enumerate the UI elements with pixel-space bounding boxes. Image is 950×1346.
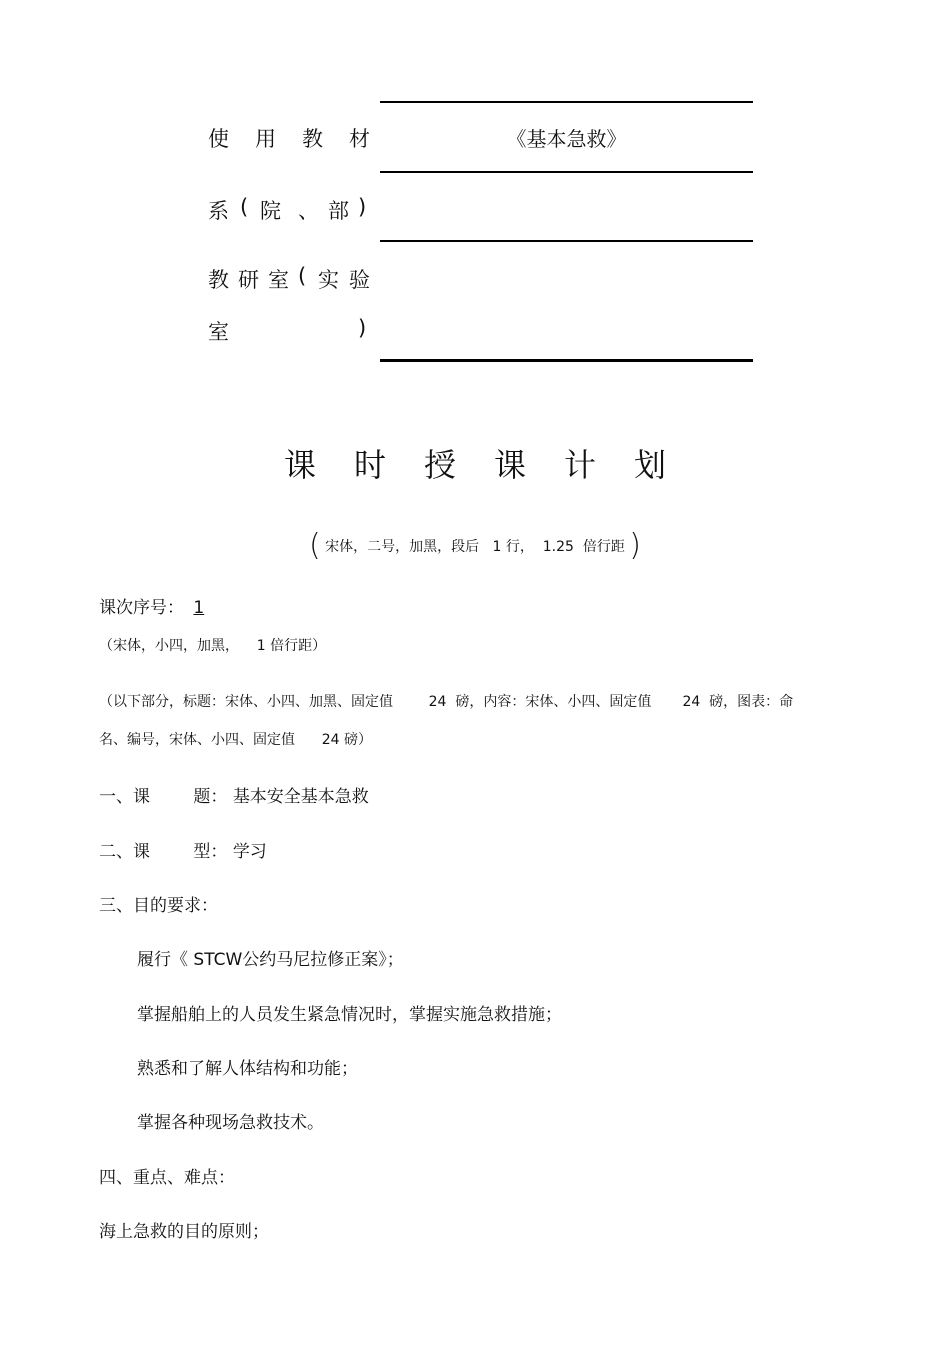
- title-char: 授: [423, 446, 456, 484]
- note-close-paren: ): [629, 528, 642, 563]
- label-char: 用: [255, 127, 276, 151]
- title-char: 计: [564, 446, 597, 484]
- type-prefix: 二、课: [99, 842, 150, 862]
- type-line: [99, 837, 267, 862]
- format-note-line2: 名、编号，宋体、小四、固定值 24 磅）: [99, 732, 372, 748]
- label-char: 教: [208, 268, 229, 292]
- goals-heading: 三、目的要求：: [99, 896, 218, 916]
- label-char: ): [358, 195, 367, 219]
- topic-prefix: 一、课: [99, 787, 150, 807]
- lesson-seq: [99, 593, 204, 618]
- title-format-note: [0, 528, 950, 563]
- label-char: 系: [208, 199, 229, 223]
- divider-row1: [380, 171, 753, 173]
- lesson-seq-value: 1: [193, 598, 205, 618]
- lesson-seq-note: （宋体，小四，加黑， 1 倍行距）: [99, 638, 327, 654]
- label-char: 院: [260, 199, 281, 223]
- page-title: [0, 440, 950, 486]
- key-point-item: 海上急救的目的原则；: [99, 1222, 269, 1242]
- label-char: 室: [208, 320, 229, 344]
- label-char: 部: [328, 199, 349, 223]
- topic-value: 基本安全基本急救: [232, 787, 369, 807]
- type-value: 学习: [232, 842, 267, 862]
- goal-item: 掌握船舶上的人员发生紧急情况时，掌握实施急救措施；: [137, 1005, 562, 1025]
- title-char: 课: [283, 446, 316, 484]
- value-textbook: 《基本急救》: [506, 127, 627, 151]
- divider-top: [380, 101, 753, 103]
- format-note-line1: （以下部分，标题：宋体、小四、加黑、固定值 24 磅，内容：宋体、小四、固定值 24 磅，图表：命: [99, 694, 794, 710]
- note-text: 宋体，二号，加黑，段后 1 行， 1.25 倍行距: [325, 539, 625, 555]
- topic-mid: 题：: [193, 787, 228, 807]
- label-char: 、: [298, 199, 319, 223]
- divider-row2: [380, 240, 753, 242]
- label-char: 使: [208, 127, 229, 151]
- goal-item: 掌握各种现场急救技术。: [137, 1113, 324, 1133]
- note-open-paren: (: [308, 528, 321, 563]
- key-points-heading: 四、重点、难点：: [99, 1168, 235, 1188]
- label-char: 室: [268, 268, 289, 292]
- label-char: 研: [238, 268, 259, 292]
- title-char: 课: [494, 446, 527, 484]
- label-char: 验: [349, 268, 370, 292]
- type-mid: 型：: [193, 842, 228, 862]
- goal-item: 履行《 STCW公约马尼拉修正案》；: [137, 950, 404, 970]
- label-char: (: [240, 195, 249, 219]
- lesson-seq-label: 课次序号：: [99, 598, 184, 618]
- label-char: 材: [349, 127, 370, 151]
- label-char: 教: [302, 127, 323, 151]
- label-char: (: [298, 264, 307, 288]
- topic-line: [99, 782, 369, 807]
- title-char: 时: [353, 446, 386, 484]
- divider-bottom: [380, 359, 753, 362]
- goal-item: 熟悉和了解人体结构和功能；: [137, 1059, 358, 1079]
- title-char: 划: [634, 446, 667, 484]
- label-char: 实: [318, 268, 339, 292]
- label-char: ): [358, 316, 367, 340]
